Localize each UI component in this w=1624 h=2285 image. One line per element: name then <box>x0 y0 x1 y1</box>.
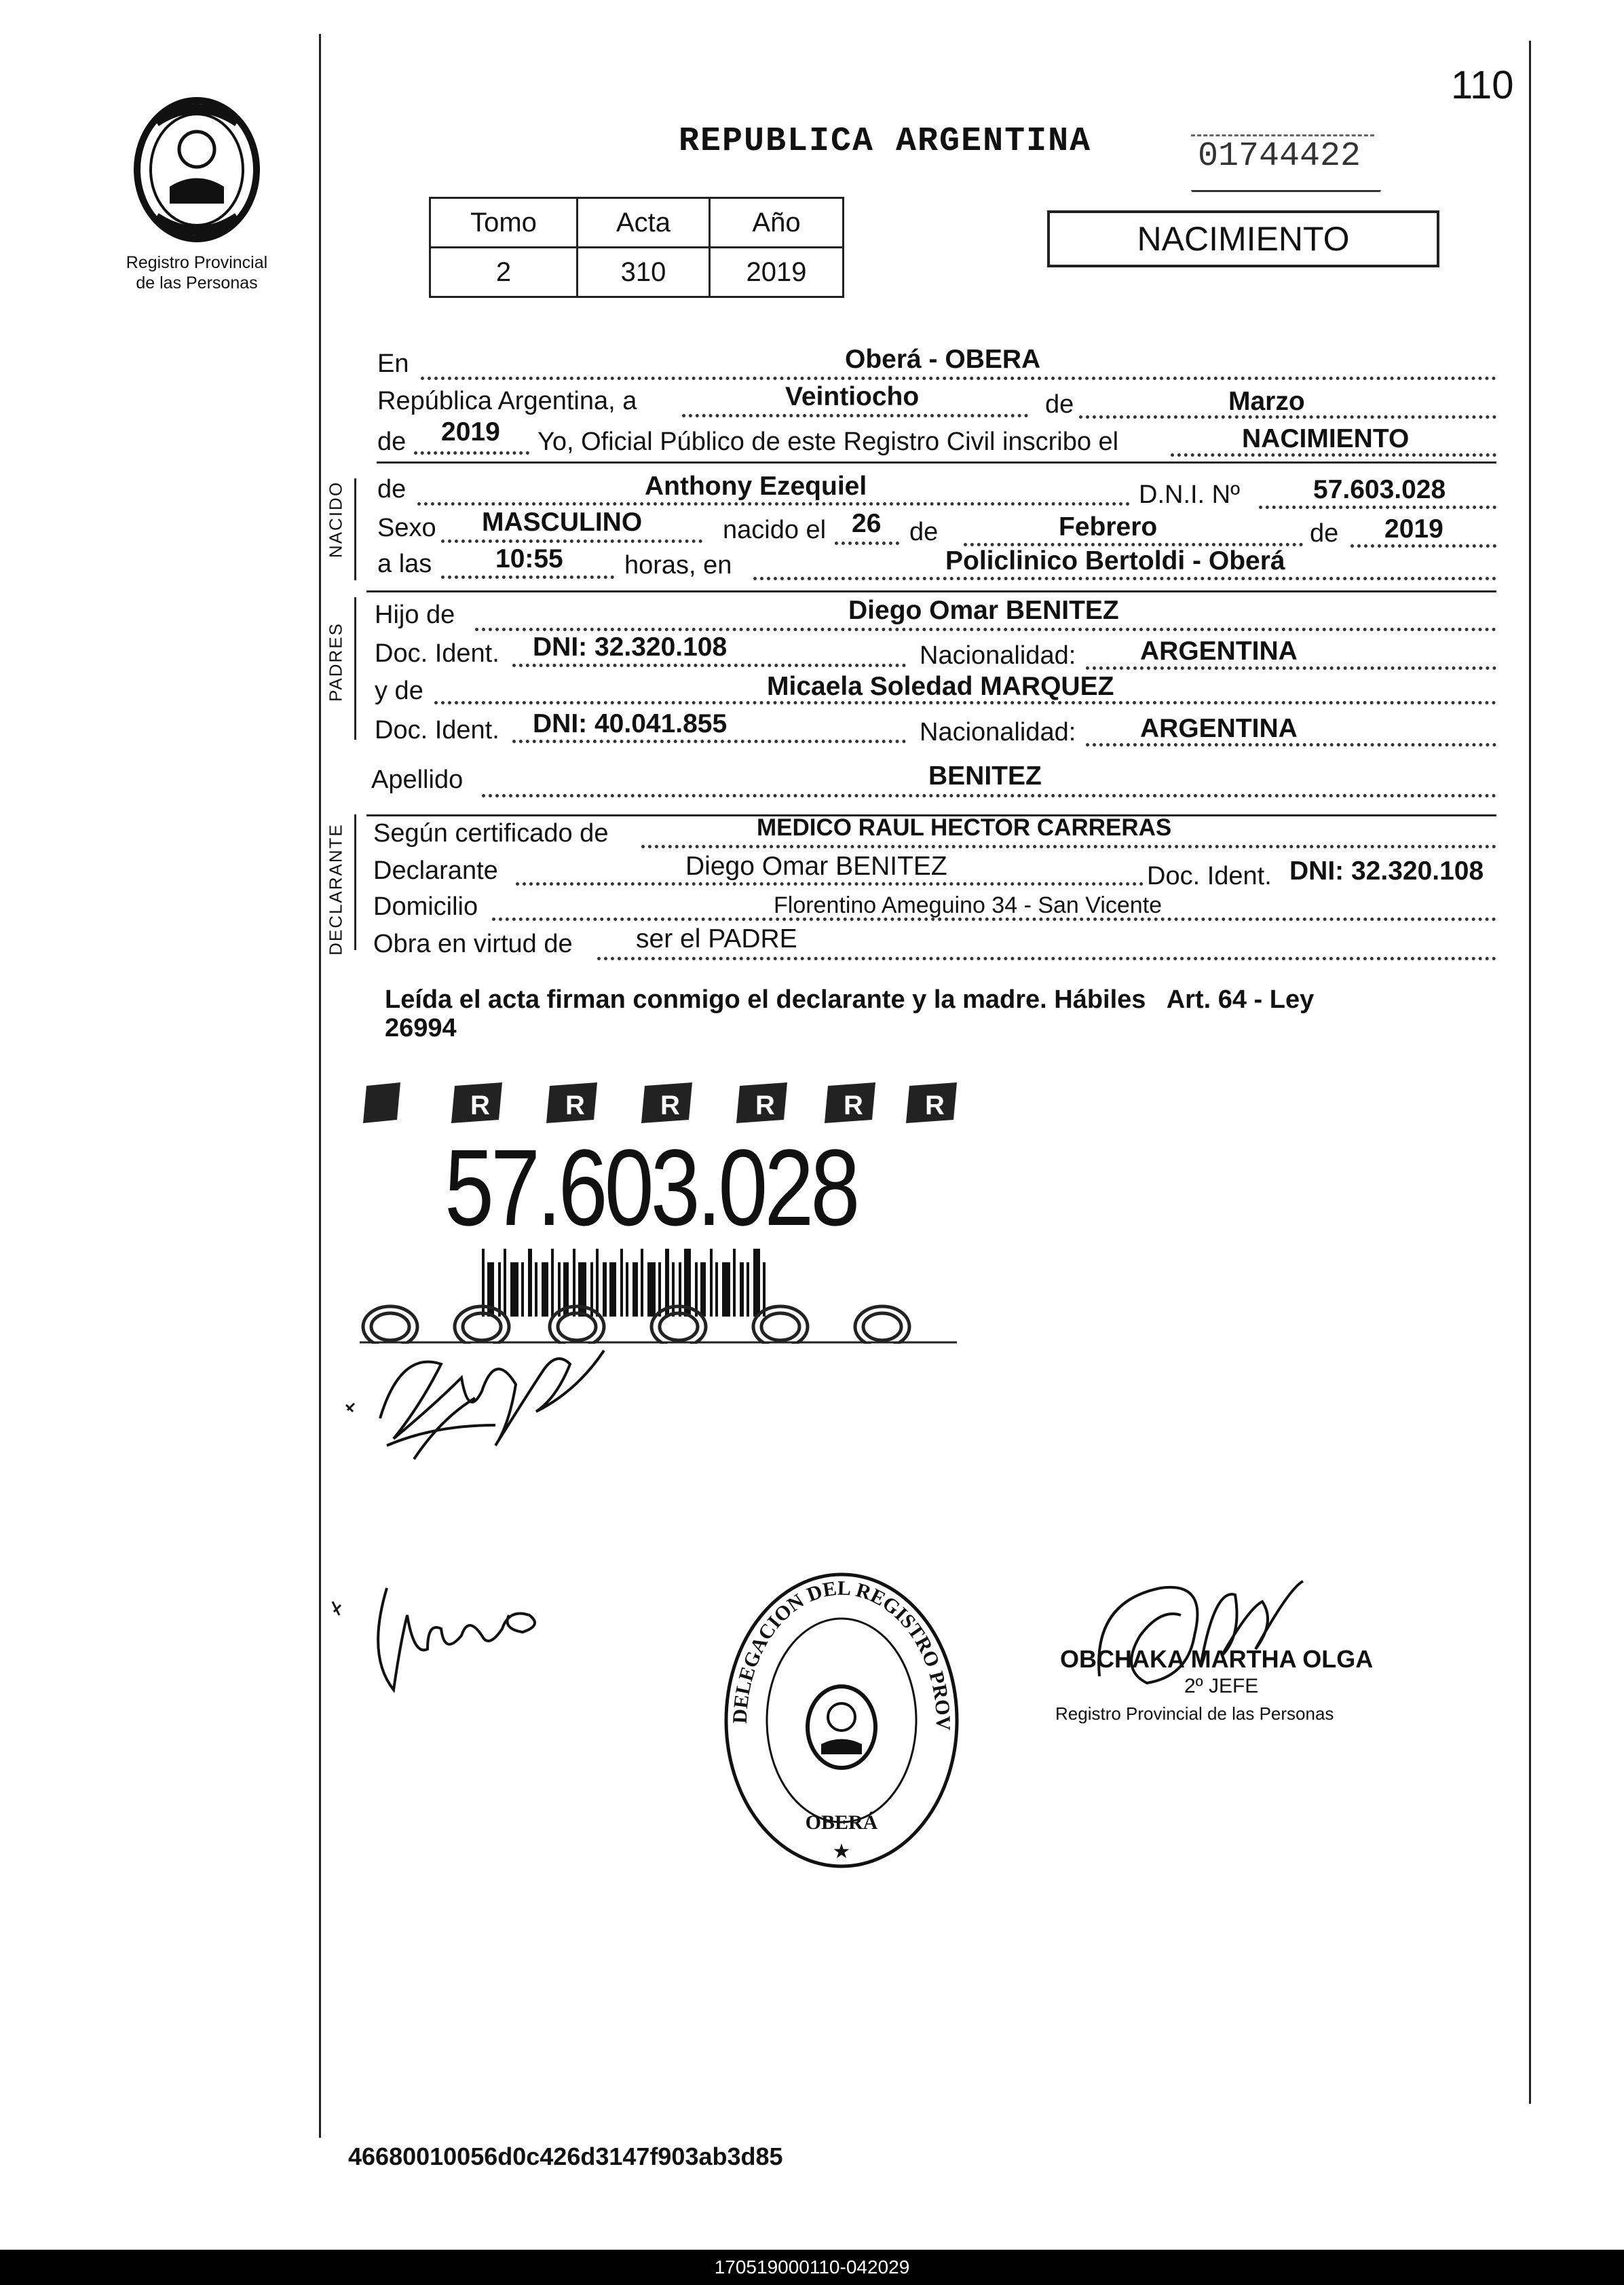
padres-bracket <box>354 597 356 740</box>
anio-header: Año <box>710 198 844 248</box>
madre: Micaela Soledad MARQUEZ <box>767 672 1114 701</box>
tomo-value: 2 <box>430 248 578 297</box>
nombre: Anthony Ezequiel <box>645 472 867 501</box>
svg-text:R: R <box>470 1091 490 1120</box>
nacido-mes: Febrero <box>1059 512 1158 542</box>
obra-label: Obra en virtud de <box>373 930 573 958</box>
de-label-1: de <box>1045 390 1074 419</box>
yde-label: y de <box>375 677 423 705</box>
svg-text:R: R <box>925 1091 945 1120</box>
hash-code: 46680010056d0c426d3147f903ab3d85 <box>348 2142 783 2170</box>
country-title: REPUBLICA ARGENTINA <box>679 122 1092 161</box>
declarante-dots <box>516 882 1144 886</box>
svg-text:R: R <box>565 1091 585 1120</box>
svg-text:DELEGACION DEL REGISTRO PROVIN <box>719 1568 954 1731</box>
nacido-bracket <box>354 478 356 580</box>
svg-text:R: R <box>660 1091 680 1120</box>
acta-value: 310 <box>578 248 710 297</box>
left-margin-line <box>319 34 321 2138</box>
side-label-padres: PADRES <box>325 622 346 702</box>
sexo-dots <box>441 540 702 543</box>
de-label-2: de <box>377 428 407 456</box>
nacido-dia: 26 <box>852 509 882 538</box>
nac-label-madre: Nacionalidad: <box>920 718 1076 747</box>
declarant-signature <box>339 1323 624 1479</box>
side-label-nacido: NACIDO <box>325 480 346 559</box>
right-margin-line <box>1529 41 1531 2104</box>
serial-number: 01744422 <box>1198 137 1361 176</box>
en-label: En <box>377 350 409 378</box>
doc-label-declarante: Doc. Ident. <box>1147 862 1272 890</box>
lugar-dots <box>753 577 1496 580</box>
sexo: MASCULINO <box>482 508 643 537</box>
registry-caption-line-2: de las Personas <box>136 273 258 292</box>
closing-line-2: 26994 <box>385 1014 457 1042</box>
apellido-dots <box>482 794 1496 797</box>
apellido-label: Apellido <box>371 766 464 794</box>
cert-dots <box>641 845 1496 848</box>
rule-1 <box>377 461 1496 464</box>
nacido-label: nacido el <box>723 516 827 544</box>
province-logo <box>129 95 265 244</box>
madre-nac: ARGENTINA <box>1140 714 1298 743</box>
acto: NACIMIENTO <box>1242 424 1410 453</box>
mother-signature <box>326 1574 570 1710</box>
padre: Diego Omar BENITEZ <box>848 596 1119 625</box>
sexo-label: Sexo <box>377 514 436 542</box>
republica-dots-1 <box>682 414 1028 417</box>
dni-dots <box>1259 506 1496 509</box>
en-dots <box>421 377 1496 380</box>
obra-dots <box>597 957 1496 960</box>
dni-label: D.N.I. Nº <box>1139 480 1240 509</box>
certificado: MEDICO RAUL HECTOR CARRERAS <box>757 814 1172 841</box>
rule-2 <box>366 590 1496 592</box>
de-label-3: de <box>909 518 939 546</box>
nombre-dots <box>417 502 1130 506</box>
record-type-box <box>1047 210 1439 267</box>
page-number: 110 <box>1451 63 1514 107</box>
oficial-text: Yo, Oficial Público de este Registro Civil inscribo el <box>537 428 1119 456</box>
nacido-anio-dots <box>1351 544 1496 548</box>
domicilio: Florentino Ameguino 34 - San Vicente <box>774 892 1163 918</box>
acta-header: Acta <box>578 198 710 248</box>
closing-line-1: Leída el acta firman conmigo el declarante y la madre. Hábiles Art. 64 - Ley <box>385 985 1315 1014</box>
footer-bar <box>0 2250 1624 2285</box>
nombre-label: de <box>377 475 407 504</box>
serial-number-box <box>1191 122 1381 197</box>
padre-doc-dots <box>512 664 906 667</box>
declarante-label: Declarante <box>373 856 498 885</box>
declarante: Diego Omar BENITEZ <box>685 852 947 881</box>
officer-registry: Registro Provincial de las Personas <box>1055 1703 1334 1724</box>
delegation-seal <box>719 1568 964 1873</box>
padre-nac-dots <box>1086 666 1496 670</box>
padre-doc: DNI: 32.320.108 <box>533 632 728 662</box>
nac-label-padre: Nacionalidad: <box>920 641 1076 670</box>
republica-label: República Argentina, a <box>377 387 637 415</box>
domicilio-label: Domicilio <box>373 892 478 921</box>
de-label-4: de <box>1310 519 1339 548</box>
id-sticker <box>360 1072 957 1344</box>
seal-city: OBERÁ <box>805 1811 878 1834</box>
madre-doc-dots <box>512 740 906 743</box>
lugar: Policlinico Bertoldi - Oberá <box>945 546 1285 575</box>
month: Marzo <box>1228 387 1305 416</box>
year-dots <box>414 451 529 455</box>
record-type: NACIMIENTO <box>1137 220 1350 258</box>
en-value: Oberá - OBERA <box>845 345 1041 374</box>
declarante-bracket <box>354 814 356 950</box>
cert-label: Según certificado de <box>373 819 609 848</box>
side-label-declarante: DECLARANTE <box>325 823 346 956</box>
anio-value: 2019 <box>710 248 844 297</box>
svg-text:★: ★ <box>832 1840 851 1863</box>
closing-text <box>385 985 1314 1042</box>
svg-text:R: R <box>755 1091 775 1120</box>
padre-dots <box>475 628 1496 631</box>
hora: 10:55 <box>495 544 563 573</box>
officer-title: 2º JEFE <box>1184 1675 1259 1697</box>
seal-text: DELEGACION DEL REGISTRO PROV <box>728 1576 955 1731</box>
officer-name: OBCHAKA MARTHA OLGA <box>1060 1645 1374 1673</box>
horas-label: horas, en <box>624 551 732 580</box>
year: 2019 <box>441 417 500 447</box>
declarante-doc: DNI: 32.320.108 <box>1289 856 1484 886</box>
nacido-anio: 2019 <box>1384 514 1443 544</box>
footer-code: 170519000110-042029 <box>714 2256 910 2278</box>
doc-label-madre: Doc. Ident. <box>375 716 499 744</box>
tomo-header: Tomo <box>430 198 578 248</box>
sticker-number: 57.603.028 <box>445 1127 857 1248</box>
day-words: Veintiocho <box>785 382 920 411</box>
padre-nac: ARGENTINA <box>1140 637 1298 666</box>
dni: 57.603.028 <box>1313 475 1446 504</box>
madre-doc: DNI: 40.041.855 <box>533 709 728 738</box>
hijo-label: Hijo de <box>375 601 455 629</box>
hora-dots <box>441 575 614 579</box>
nacido-dia-dots <box>835 542 899 545</box>
record-table <box>429 197 844 298</box>
svg-text:R: R <box>844 1091 863 1120</box>
hora-label: a las <box>377 550 432 578</box>
apellido: BENITEZ <box>928 761 1042 791</box>
obra: ser el PADRE <box>636 924 797 953</box>
doc-label-padre: Doc. Ident. <box>375 639 499 668</box>
registry-caption-line-1: Registro Provincial <box>126 253 268 272</box>
registry-caption <box>102 252 292 293</box>
